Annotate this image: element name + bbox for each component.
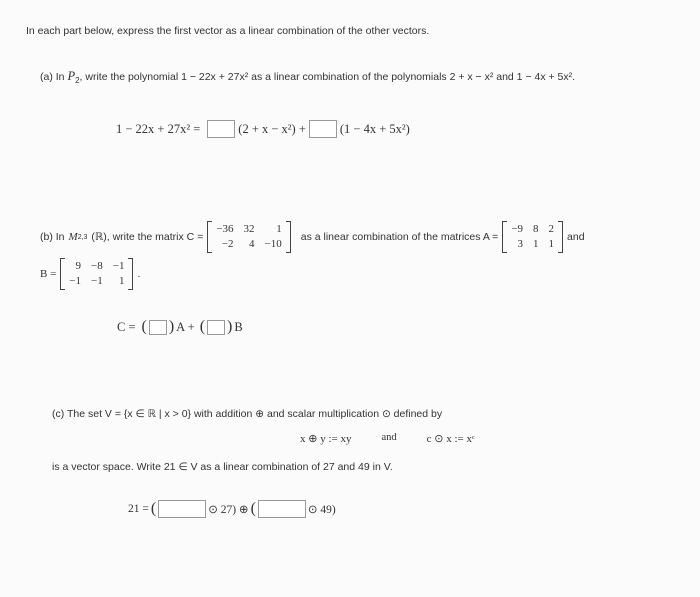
part-c-coeff-1-input[interactable] (158, 500, 206, 518)
matrix-c-cell: 4 (249, 238, 255, 250)
matrix-a-cell: 8 (533, 223, 539, 235)
matrix-c-cell: 32 (243, 223, 255, 235)
matrix-b-cell: −1 (112, 260, 125, 272)
part-c-prompt: (c) The set V = {x ∈ ℝ | x > 0} with addition ⊕ and scalar multiplication ⊙ defined by (52, 408, 443, 420)
part-b-coeff-b-input[interactable] (207, 320, 225, 335)
matrix-b-cell: −1 (69, 275, 82, 287)
matrix-b-cell: 9 (75, 260, 82, 272)
part-a-coeff-1-input[interactable] (207, 120, 235, 138)
part-b-prompt: (b) In M 2,3 (ℝ), write the matrix C = −36 32 1 −2 4 −10 as a linear combination of the matrices A = −9 8 2 3 1 1 and (40, 221, 585, 253)
matrix-b-cell: −1 (91, 275, 103, 287)
matrix-a-cell: 1 (548, 238, 555, 250)
part-c-task: is a vector space. Write 21 ∈ V as a linear combination of 27 and 49 in V. (52, 461, 393, 473)
def-scalar-mult: c ⊙ x := xᶜ (426, 433, 475, 445)
part-c-equation: 21 = ( ⊙ 27) ⊕ ( ⊙ 49) (128, 500, 336, 517)
part-a-prompt: (a) In $P_2$, write the polynomial 1 − 22x + 27x² as a linear combination of the polynomials 2 + x − x² and 1 − 4x + 5x². (40, 69, 576, 86)
matrix-a-cell: 1 (533, 238, 539, 250)
part-b-equation: C = ( ) A + ( ) B (117, 318, 243, 335)
intro-text: In each part below, express the first vector as a linear combination of the other vectors. (26, 25, 430, 37)
matrix-c (207, 221, 290, 253)
matrix-a-cell: −9 (511, 223, 524, 235)
matrix-a-cell: 3 (517, 238, 524, 250)
part-c-coeff-2-input[interactable] (258, 500, 306, 518)
part-a-coeff-2-input[interactable] (309, 120, 337, 138)
matrix-b (60, 258, 133, 290)
part-b-matrix-b-line: B = 9 −8 −1 −1 −1 1 . (40, 258, 140, 290)
def-addition: x ⊕ y := xy (300, 433, 352, 445)
matrix-c-cell: 1 (276, 223, 282, 235)
matrix-c-cell: −36 (216, 223, 234, 235)
matrix-c-cell: −2 (221, 238, 234, 250)
part-b-coeff-a-input[interactable] (149, 320, 167, 335)
part-a-term-2: (1 − 4x + 5x²) (339, 121, 410, 136)
matrix-a-cell: 2 (548, 223, 555, 235)
part-a-term-1: (2 + x − x²) + (238, 121, 306, 136)
matrix-c-cell: −10 (264, 238, 282, 250)
matrix-b-cell: 1 (118, 275, 125, 287)
part-c-definitions: x ⊕ y := xy and c ⊙ x := xᶜ (300, 432, 475, 445)
part-a-equation (116, 120, 410, 138)
matrix-b-cell: −8 (91, 260, 103, 272)
matrix-a (502, 221, 563, 253)
part-a-lhs: 1 − 22x + 27x² = (116, 121, 201, 136)
